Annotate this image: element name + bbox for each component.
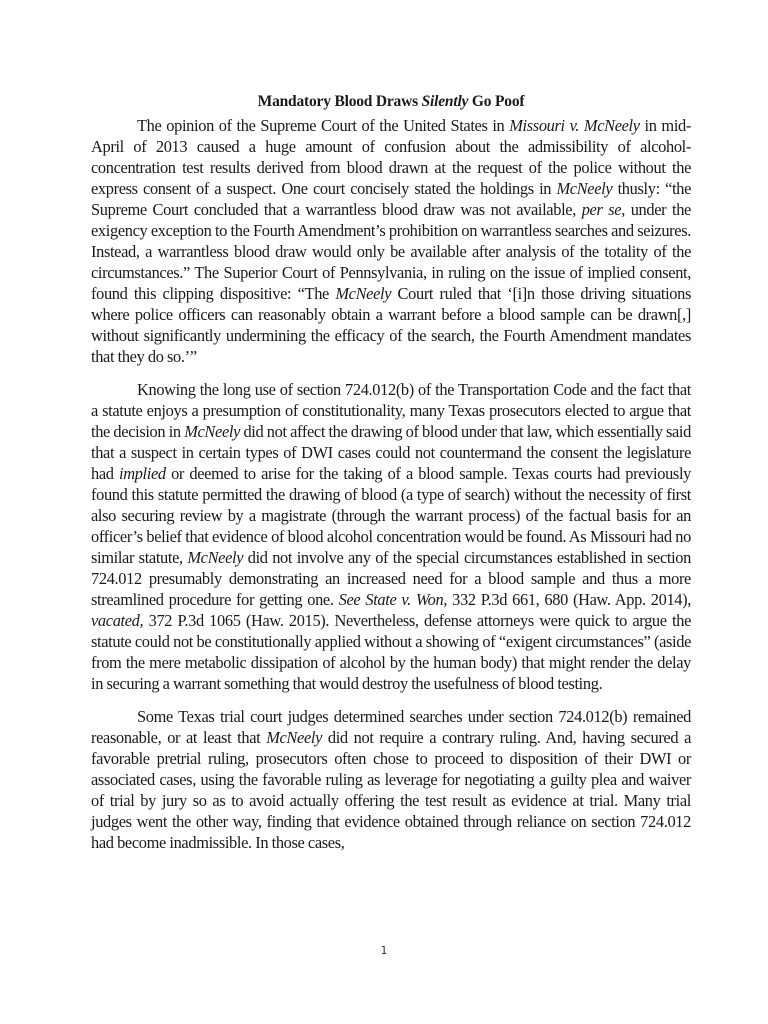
text-run: The opinion of the Supreme Court of the United States in [137,116,510,135]
title-italic: Silently [421,93,469,110]
paragraph-2 [91,379,691,694]
italic-text: Missouri v. McNeely [509,116,640,135]
italic-text: implied [119,464,166,483]
italic-text: vacated [91,611,140,630]
text-run: in mid-April of 2013 caused a huge amount of confusion about the admissibility of alcohol-concentration test results derived from blood drawn at the request of the police without the express consent of a suspect. One court concisely stated the holdings in [91,116,691,198]
page-number: 1 [380,944,388,957]
text-run: did not require a contrary ruling. And, having secured a favorable pretrial ruling, prosecutors often chose to proceed to disposition of their DWI or associated cases, using the favorable ruling as leverage for negotiating a guilty plea and waiver of trial by jury so as to avoid actually offering the test result as evidence at trial. Many trial judges went the other way, finding that evidence obtained through reliance on section 724.012 had become inadmissible. In those cases, [91,728,691,852]
text-run: did not affect the drawing of blood under that law, which essentially said that a suspect in certain types of DWI cases could not countermand the consent the legislature had [91,422,691,483]
text-run: Court ruled that ‘[i]n those driving situations where police officers can reasonably obtain a warrant before a blood sample can be drawn[,] without significantly undermining the efficacy of the search, the Fourth Amendment mandates that they do so.’” [91,284,691,366]
text-run: thusly: “the Supreme Court concluded that a warrantless blood draw was not available, [91,179,691,219]
document-page [91,92,691,865]
document-title [91,92,691,112]
text-run: under the exigency exception to the Fourth Amendment’s prohibition on warrantless searches and seizures. Instead, a warrantless blood draw would only be available after analysis of the totality of the circumstances.” The Superior Court of Pennsylvania, in ruling on the issue of implied consent, found this clipping dispositive: “The [91,200,691,303]
italic-text: McNeely [556,179,613,198]
title-post: Go Poof [468,93,525,110]
text-run: , 372 P.3d 1065 (Haw. 2015). Nevertheless, defense attorneys were quick to argue the statute could not be constitutionally applied without a showing of “exigent circumstances” (aside from the mere metabolic dissipation of alcohol by the human body) that might render the delay in securing a warrant something that would destroy the usefulness of blood testing. [91,611,691,693]
italic-text: per se, [581,200,625,219]
text-run: Some Texas trial court judges determined searches under section 724.012(b) remained reasonable, or at least that [91,707,691,747]
text-run: , 332 P.3d 661, 680 (Haw. App. 2014), [443,590,691,609]
text-run: or deemed to arise for the taking of a blood sample. Texas courts had previously found this statute permitted the drawing of blood (a type of search) without the necessity of first also securing review by a magistrate (through the warrant process) of the factual basis for an officer’s belief that evidence of blood alcohol concentration would be found. As Missouri had no similar statute, [91,464,691,567]
italic-text: McNeely [266,728,322,747]
italic-text: McNeely [335,284,392,303]
italic-text: McNeely [187,548,244,567]
italic-text: See State v. Won [338,590,444,609]
paragraph-3 [91,706,691,853]
text-run: did not involve any of the special circumstances established in section 724.012 presumably demonstrating an increased need for a blood sample and thus a more streamlined procedure for getting one. [91,548,691,609]
paragraph-1 [91,115,691,367]
italic-text: McNeely [184,422,240,441]
title-pre: Mandatory Blood Draws [257,93,422,110]
text-run: Knowing the long use of section 724.012(b) of the Transportation Code and the fact that a statute enjoys a presumption of constitutionality, many Texas prosecutors elected to argue that the decision in [91,380,691,441]
